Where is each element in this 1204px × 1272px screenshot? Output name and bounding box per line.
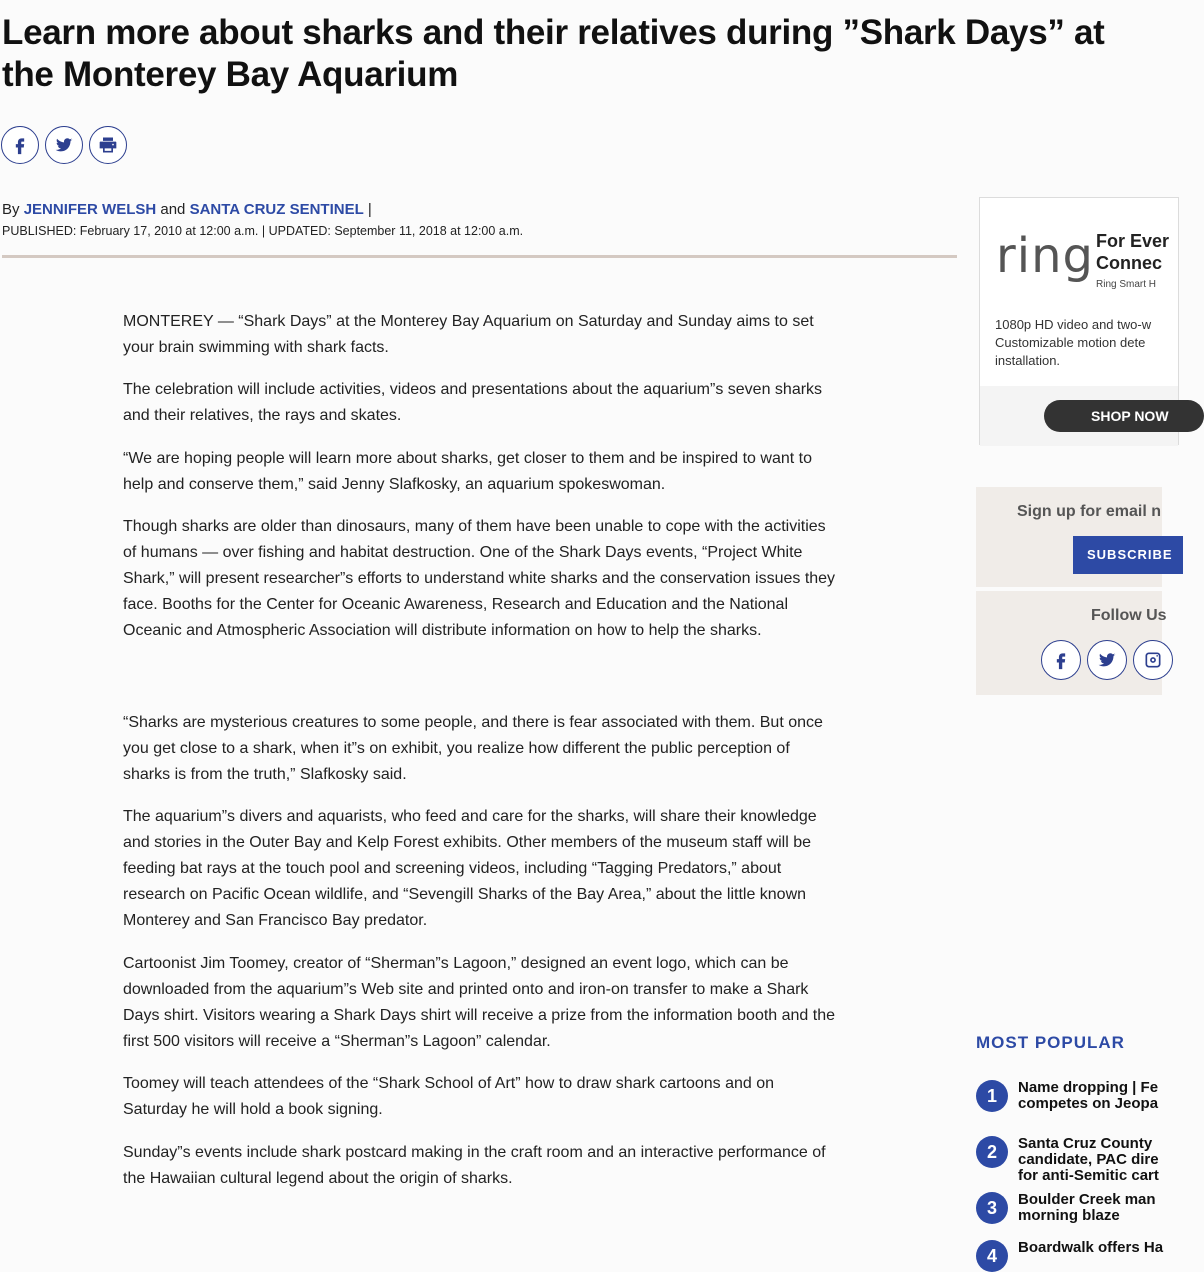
article-paragraph: MONTEREY — “Shark Days” at the Monterey Bay Aquarium on Saturday and Sunday aims to set your brain swimming with shark facts. [123,313,814,356]
article-paragraph: Toomey will teach attendees of the “Shark School of Art” how to draw shark cartoons and on Saturday he will hold a book signing. [123,1075,775,1118]
byline-separator: | [367,201,372,218]
byline [2,201,372,218]
most-popular-headline[interactable]: Name dropping | Fe competes on Jeopa [1018,1079,1159,1112]
share-toolbar [1,126,127,164]
article-paragraph: “Sharks are mysterious creatures to some people, and there is fear associated with them. But once you get close to a shark, when it”s on exhibit, you realize how different the public perception of sharks is from the truth,” Slafkosky said. [123,714,823,783]
rank-badge: 1 [976,1080,1008,1112]
instagram-icon [1143,650,1163,670]
article-paragraph: Though sharks are older than dinosaurs, many of them have been unable to cope with the activities of humans — over fishing and habitat destruction. One of the Shark Days events, “Project White Shark,” will present researcher”s efforts to understand white sharks and the conservation issues they face. Booths for the Center for Oceanic Awareness, Research and Education and the National Oceanic and Atmospheric Association will distribute information on how to help the sharks. [123,518,836,639]
social-links [1041,640,1173,680]
article-paragraph: Cartoonist Jim Toomey, creator of “Sherman”s Lagoon,” designed an event logo, which can be downloaded from the aquarium”s Web site and printed onto and iron-on transfer to make a Shark Days shirt. Visitors wearing a Shark Days shirt will receive a prize from the information booth and the first 500 visitors will receive a “Sherman”s Lagoon” calendar. [123,955,836,1050]
publish-dateline: PUBLISHED: February 17, 2010 at 12:00 a.m. | UPDATED: September 11, 2018 at 12:00 a.m. [2,224,524,238]
print-button[interactable] [89,126,127,164]
article-paragraph: The aquarium”s divers and aquarists, who feed and care for the sharks, will share their knowledge and stories in the Outer Bay and Kelp Forest exhibits. Other members of the museum staff will be feeding bat rays at the touch pool and screening videos, including “Tagging Predators,” about research on Pacific Ocean wildlife, and “Sevengill Sharks of the Bay Area,” about the little known Monterey and San Francisco Bay predator. [123,808,817,929]
ad-description [995,316,1151,370]
header-divider [2,255,957,258]
most-popular-heading: MOST POPULAR [976,1033,1125,1052]
share-twitter-button[interactable] [45,126,83,164]
share-facebook-button[interactable] [1,126,39,164]
most-popular-list [976,1079,1164,1266]
article-body [123,309,838,1192]
ad-title-line: For Ever [1096,231,1170,251]
ad-description-line: Customizable motion dete [995,335,1146,350]
facebook-icon [10,135,30,155]
most-popular-item[interactable] [976,1240,1163,1272]
most-popular-item[interactable] [976,1192,1156,1224]
most-popular-headline[interactable]: Boulder Creek man morning blaze [1018,1191,1156,1224]
subscribe-button[interactable]: SUBSCRIBE [1073,536,1183,574]
follow-twitter-button[interactable] [1087,640,1127,680]
ad-title [1096,230,1169,274]
follow-us-panel [976,591,1167,695]
ring-logo: ring [996,228,1094,284]
ad-description-line: installation. [995,353,1061,368]
article-paragraph: Sunday”s events include shark postcard making in the craft room and an interactive performance of the Hawaiian cultural legend about the origin of sharks. [123,1144,826,1187]
ring-advertisement[interactable] [979,197,1179,445]
shop-now-button[interactable]: SHOP NOW [1044,400,1204,432]
article-paragraph: “We are hoping people will learn more about sharks, get closer to them and be inspired to want to help and conserve them,” said Jenny Slafkosky, an aquarium spokeswoman. [123,450,812,493]
print-icon [98,135,118,155]
rank-badge: 3 [976,1192,1008,1224]
follow-us-label: Follow Us [1091,607,1167,624]
most-popular-item[interactable] [976,1136,1159,1184]
twitter-icon [1097,650,1117,670]
newsletter-prompt: Sign up for email n [1017,503,1162,520]
facebook-icon [1051,650,1071,670]
ad-title-line: Connec [1096,253,1163,273]
follow-instagram-button[interactable] [1133,640,1173,680]
rank-badge: 2 [976,1136,1008,1168]
most-popular-headline[interactable]: Boardwalk offers Ha [1018,1239,1164,1256]
twitter-icon [54,135,74,155]
byline-conjunction: and [160,201,186,218]
ad-description-line: 1080p HD video and two-w [995,317,1152,332]
newsletter-signup [976,487,1173,587]
byline-prefix: By [2,201,20,218]
author-link-santa-cruz-sentinel[interactable]: SANTA CRUZ SENTINEL [189,201,364,218]
author-link-jennifer-welsh[interactable]: JENNIFER WELSH [23,201,157,218]
most-popular-headline[interactable]: Santa Cruz County candidate, PAC dire for anti-Semitic cart [1018,1135,1159,1184]
rank-badge: 4 [976,1240,1008,1272]
article-paragraph: The celebration will include activities, videos and presentations about the aquarium”s seven sharks and their relatives, the rays and skates. [123,381,823,424]
ad-brand: Ring Smart H [1096,279,1157,290]
most-popular-item[interactable] [976,1080,1158,1112]
article-headline: Learn more about sharks and their relatives during ”Shark Days” at the Monterey Bay Aquarium [2,13,1105,94]
follow-facebook-button[interactable] [1041,640,1081,680]
